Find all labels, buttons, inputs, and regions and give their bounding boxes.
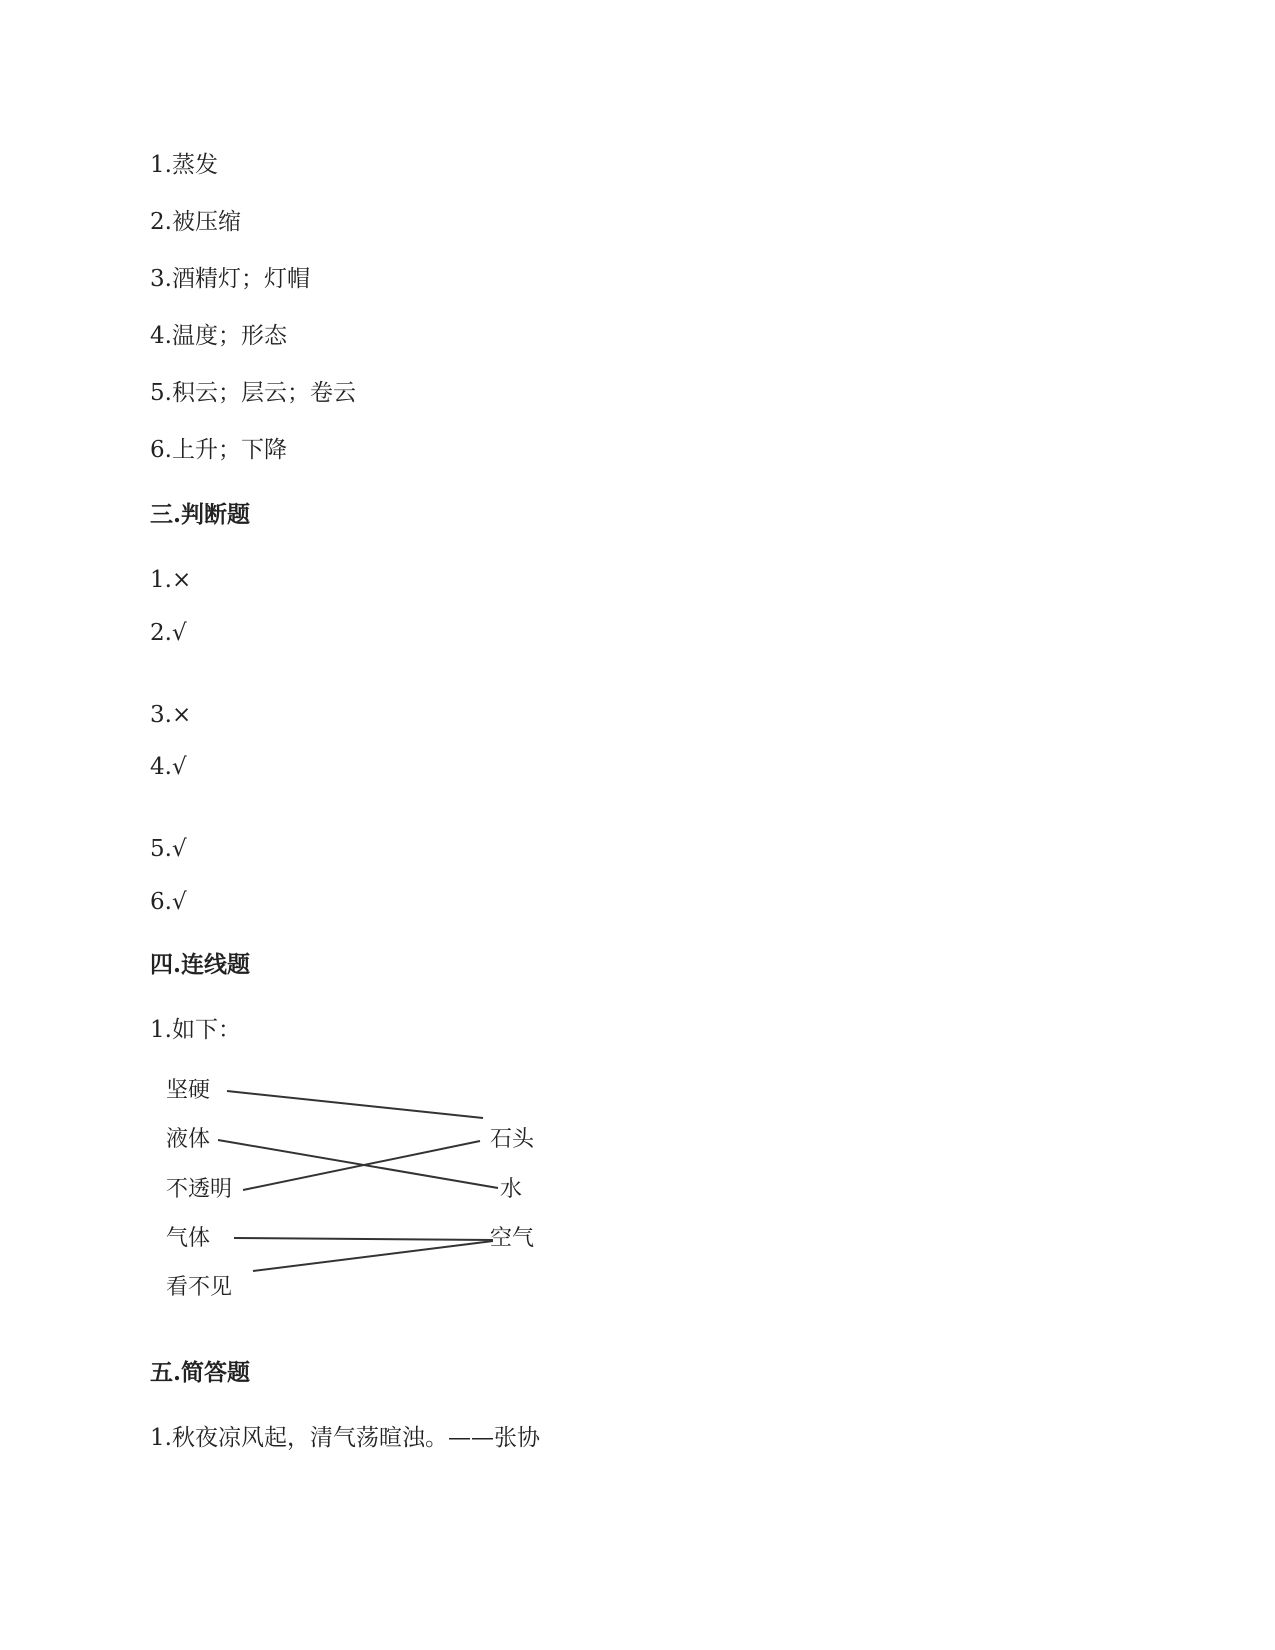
right-item-stone: 石头 [490,1127,535,1152]
judgment-answer-2: 2.√ [150,620,187,646]
judgment-answer-5: 5.√ [150,836,187,862]
fill-answer-1: 1.蒸发 [150,152,218,178]
fill-answer-2: 2.被压缩 [150,209,241,235]
left-item-liquid: 液体 [166,1127,211,1152]
matching-question-1: 1.如下： [150,1017,241,1043]
left-item-hard: 坚硬 [166,1078,211,1103]
left-item-gas: 气体 [166,1226,211,1251]
fill-answer-5: 5.积云；层云；卷云 [150,380,356,406]
section-heading-short-answer: 五.简答题 [150,1359,251,1386]
matching-diagram [160,1073,580,1298]
right-item-air: 空气 [490,1226,535,1251]
right-item-water: 水 [500,1177,523,1202]
section-heading-matching: 四.连线题 [150,951,251,978]
judgment-answer-1: 1.× [150,567,192,593]
judgment-answer-6: 6.√ [150,889,187,915]
fill-answer-4: 4.温度；形态 [150,323,287,349]
left-item-opaque: 不透明 [166,1177,233,1202]
short-answer-1: 1.秋夜凉风起，清气荡暄浊。——张协 [150,1425,540,1451]
match-line-invisible-air [253,1241,493,1271]
fill-answer-3: 3.酒精灯；灯帽 [150,266,310,292]
match-line-opaque-stone [243,1141,480,1190]
fill-answer-6: 6.上升；下降 [150,437,287,463]
match-line-gas-air [234,1238,493,1240]
judgment-answer-4: 4.√ [150,754,187,780]
section-heading-judgment: 三.判断题 [150,501,251,528]
left-item-invisible: 看不见 [166,1275,233,1298]
match-line-hard-stone [227,1091,483,1118]
match-line-liquid-water [218,1140,498,1188]
judgment-answer-3: 3.× [150,702,192,728]
